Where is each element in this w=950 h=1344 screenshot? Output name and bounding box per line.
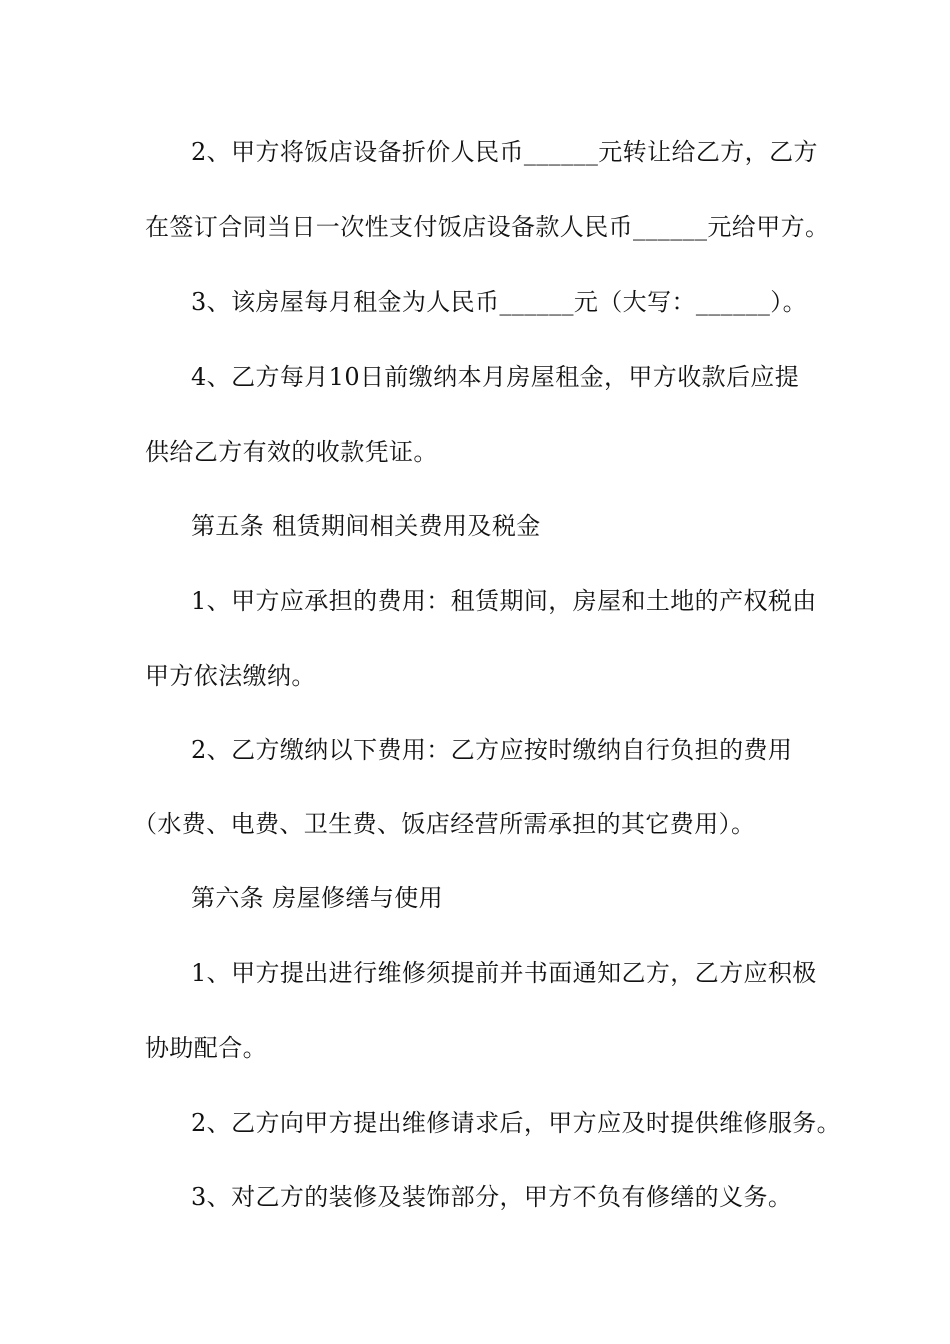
paragraph-line: 在签订合同当日一次性支付饭店设备款人民币______元给甲方。 [145,213,830,241]
paragraph-line: 供给乙方有效的收款凭证。 [145,438,438,466]
paragraph-line: 2、甲方将饭店设备折价人民币______元转让给乙方，乙方 [191,138,818,166]
paragraph-line: 2、乙方缴纳以下费用：乙方应按时缴纳自行负担的费用 [191,736,793,764]
paragraph-line: 1、甲方提出进行维修须提前并书面通知乙方，乙方应积极 [191,959,817,987]
paragraph-line: 甲方依法缴纳。 [145,662,316,690]
section-heading: 第六条 房屋修缮与使用 [191,884,444,912]
paragraph-line: 2、乙方向甲方提出维修请求后，甲方应及时提供维修服务。 [191,1109,842,1137]
paragraph-line: 1、甲方应承担的费用：租赁期间，房屋和土地的产权税由 [191,587,817,615]
paragraph-line: 3、该房屋每月租金为人民币______元（大写：______）。 [191,288,808,316]
section-heading: 第五条 租赁期间相关费用及税金 [191,512,541,540]
paragraph-line: 3、对乙方的装修及装饰部分，甲方不负有修缮的义务。 [191,1183,793,1211]
paragraph-line: （水费、电费、卫生费、饭店经营所需承担的其它费用）。 [133,810,756,838]
paragraph-line: 4、乙方每月10日前缴纳本月房屋租金，甲方收款后应提 [191,363,800,391]
paragraph-line: 协助配合。 [145,1034,267,1062]
